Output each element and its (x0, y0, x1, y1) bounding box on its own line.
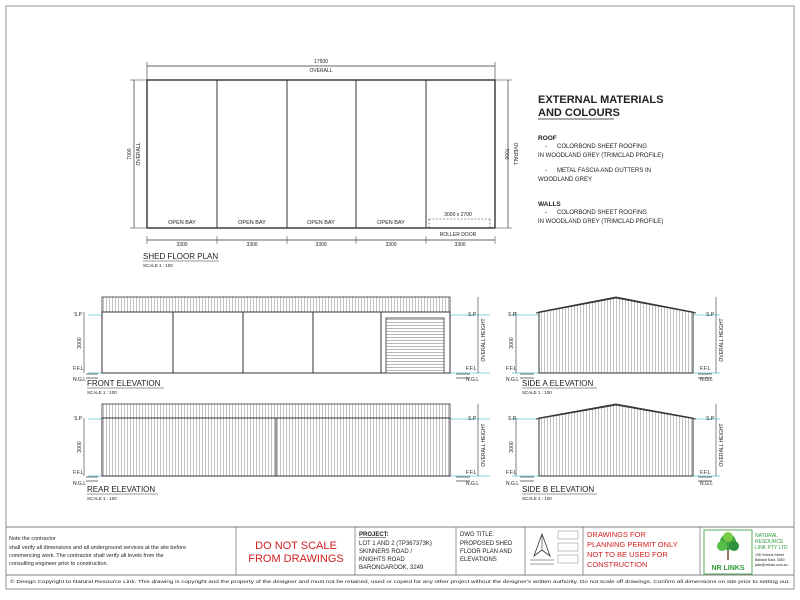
permit-line-1: DRAWINGS FOR (587, 530, 646, 539)
sideb-ffl-left: F.F.L (506, 470, 517, 476)
nr-links-logo (704, 530, 752, 574)
materials-notes (538, 94, 664, 225)
company-line-2: RESOURCE (755, 539, 784, 545)
right-width-dim: 7000 (503, 148, 509, 160)
rear-ngl-left: N.G.L (73, 481, 87, 487)
title-block (6, 527, 794, 584)
walls-title: WALLS (538, 201, 561, 208)
sideb-ngl-left: N.G.L (506, 481, 520, 487)
revision-box (558, 531, 578, 563)
front-ffl-left: F.F.L (73, 366, 84, 372)
front-sp-left: S.P (74, 312, 83, 318)
roof-line-1: COLORBOND SHEET ROOFING (557, 144, 647, 150)
dwg-title-line-2: FLOOR PLAN AND (460, 549, 513, 555)
sideb-height-dim: 3000 (509, 441, 515, 453)
roof-title: ROOF (538, 135, 557, 142)
project-line-3: KNIGHTS ROAD (359, 557, 405, 563)
sideb-ffl-right: F.F.L (700, 470, 711, 476)
svg-text:-: - (545, 144, 547, 150)
rear-elevation (73, 404, 490, 501)
front-overall-height: OVERALL HEIGHT (481, 318, 487, 362)
rear-ffl-left: F.F.L (73, 470, 84, 476)
copyright-notice: © Design Copyright to Natural Resource Link. This drawing is copyright and the property of the designer and must not be retained, used or copied for any other project without the designer's written authority. Do not scale off drawings. Confirm all dimensions on site prior to setting out. (10, 579, 790, 584)
materials-heading-2: AND COLOURS (538, 107, 620, 119)
note-title: Note the contractor (9, 536, 56, 542)
bay-dim-4: 3300 (385, 242, 397, 248)
company-line-5: Ballarat East, 3350 (755, 558, 785, 562)
front-ngl-left: N.G.L (73, 377, 87, 383)
rear-ngl-right: N.G.L (466, 481, 480, 487)
note-line-1: shall verify all dimensions and all underground services at the site before (9, 545, 187, 551)
side-b-elevation (506, 404, 725, 501)
company-line-6: jake@nrlinks.com.au (755, 563, 788, 567)
front-height-dim: 3000 (77, 337, 83, 349)
sideb-sp-right: S.P (706, 416, 715, 422)
permit-line-4: CONSTRUCTION (587, 560, 648, 569)
project-line-4: BARONGAROOK, 3249 (359, 565, 424, 571)
walls-line-1: COLORBOND SHEET ROOFING (557, 210, 647, 216)
project-label: PROJECT: (359, 532, 389, 538)
sidea-ngl-right: N.G.L (700, 377, 714, 383)
rear-height-dim: 3000 (77, 441, 83, 453)
front-sp-right: S.P (468, 312, 477, 318)
bay-dim-2: 3300 (246, 242, 258, 248)
rear-ffl-right: F.F.L (466, 470, 477, 476)
plan-title: SHED FLOOR PLAN (143, 252, 219, 261)
sidea-ngl-left: N.G.L (506, 377, 520, 383)
right-width-label: OVERALL (512, 142, 518, 166)
company-line-1: NATURAL (755, 533, 778, 539)
rear-sp-right: S.P (468, 416, 477, 422)
permit-line-3: NOT TO BE USED FOR (587, 550, 668, 559)
company-line-3: LINK PTY LTD (755, 545, 788, 551)
north-arrow-icon (530, 534, 554, 564)
floor-plan (127, 59, 518, 268)
svg-text:-: - (545, 168, 547, 174)
overall-length-label: OVERALL (309, 68, 333, 74)
dwg-title-line-1: PROPOSED SHED (460, 541, 513, 547)
front-scale: SCALE 1 : 100 (87, 390, 117, 395)
bay-dim-3: 3300 (315, 242, 327, 248)
sidea-overall-height: OVERALL HEIGHT (719, 318, 725, 362)
front-ngl-right: N.G.L (466, 377, 480, 383)
side-a-elevation (506, 297, 725, 395)
bay-label-1: OPEN BAY (168, 220, 196, 226)
rear-elevation-title: REAR ELEVATION (87, 485, 156, 494)
rear-overall-height: OVERALL HEIGHT (481, 423, 487, 467)
sideb-sp-left: S.P (508, 416, 517, 422)
do-not-scale-2: FROM DRAWINGS (248, 553, 344, 565)
roof-line-2: IN WOODLAND GREY (TRIMCLAD PROFILE) (538, 153, 664, 159)
project-line-2: SKINNERS ROAD / (359, 549, 413, 555)
bay-dim-1: 3300 (176, 242, 188, 248)
nr-links-wordmark: NR LINKS (711, 565, 745, 572)
front-ffl-right: F.F.L (466, 366, 477, 372)
sideb-elevation-title: SIDE B ELEVATION (522, 485, 595, 494)
svg-text:-: - (545, 210, 547, 216)
sideb-overall-height: OVERALL HEIGHT (719, 423, 725, 467)
overall-length-dim: 17500 (314, 59, 328, 65)
dwg-title-label: DWG TITLE: (460, 532, 495, 538)
front-elevation (73, 297, 490, 395)
roof-line-4: WOODLAND GREY (538, 177, 593, 183)
plan-outline (147, 80, 495, 228)
sidea-ffl-left: F.F.L (506, 366, 517, 372)
note-line-3: consulting engineer prior to construction. (9, 561, 109, 567)
front-elevation-title: FRONT ELEVATION (87, 379, 161, 388)
left-width-label: OVERALL (136, 142, 142, 166)
sidea-elevation-title: SIDE A ELEVATION (522, 379, 594, 388)
plan-scale: SCALE 1 : 100 (143, 263, 173, 268)
bay-label-2: OPEN BAY (238, 220, 266, 226)
sideb-ngl-right: N.G.L (700, 481, 714, 487)
bay-dim-5: 3300 (454, 242, 466, 248)
roller-door-elevation (386, 318, 444, 373)
sideb-scale: SCALE 1 : 100 (522, 496, 552, 501)
bay-label-4: OPEN BAY (377, 220, 405, 226)
roller-door-label: ROLLER DOOR (439, 232, 477, 238)
sidea-sp-left: S.P (508, 312, 517, 318)
door-size: 3000 x 2700 (444, 212, 472, 218)
left-width-dim: 7000 (127, 148, 133, 160)
sidea-height-dim: 3000 (509, 337, 515, 349)
rear-sp-left: S.P (74, 416, 83, 422)
company-line-4: 195 Victoria Street (755, 553, 784, 557)
project-line-1: LOT 1 AND 2 (TP367373K) (359, 541, 432, 547)
sidea-ffl-right: F.F.L (700, 366, 711, 372)
roof-line-3: METAL FASCIA AND GUTTERS IN (557, 168, 652, 174)
rear-scale: SCALE 1 : 100 (87, 496, 117, 501)
bay-label-3: OPEN BAY (307, 220, 335, 226)
do-not-scale-1: DO NOT SCALE (255, 540, 337, 552)
sidea-scale: SCALE 1 : 100 (522, 390, 552, 395)
note-line-2: commencing work. The contractor shall verify all levels from the (9, 553, 164, 559)
materials-heading-1: EXTERNAL MATERIALS (538, 94, 664, 106)
permit-line-2: PLANNING PERMIT ONLY (587, 540, 678, 549)
dwg-title-line-3: ELEVATIONS (460, 557, 497, 563)
sidea-sp-right: S.P (706, 312, 715, 318)
walls-line-2: IN WOODLAND GREY (TRIMCLAD PROFILE) (538, 219, 664, 225)
